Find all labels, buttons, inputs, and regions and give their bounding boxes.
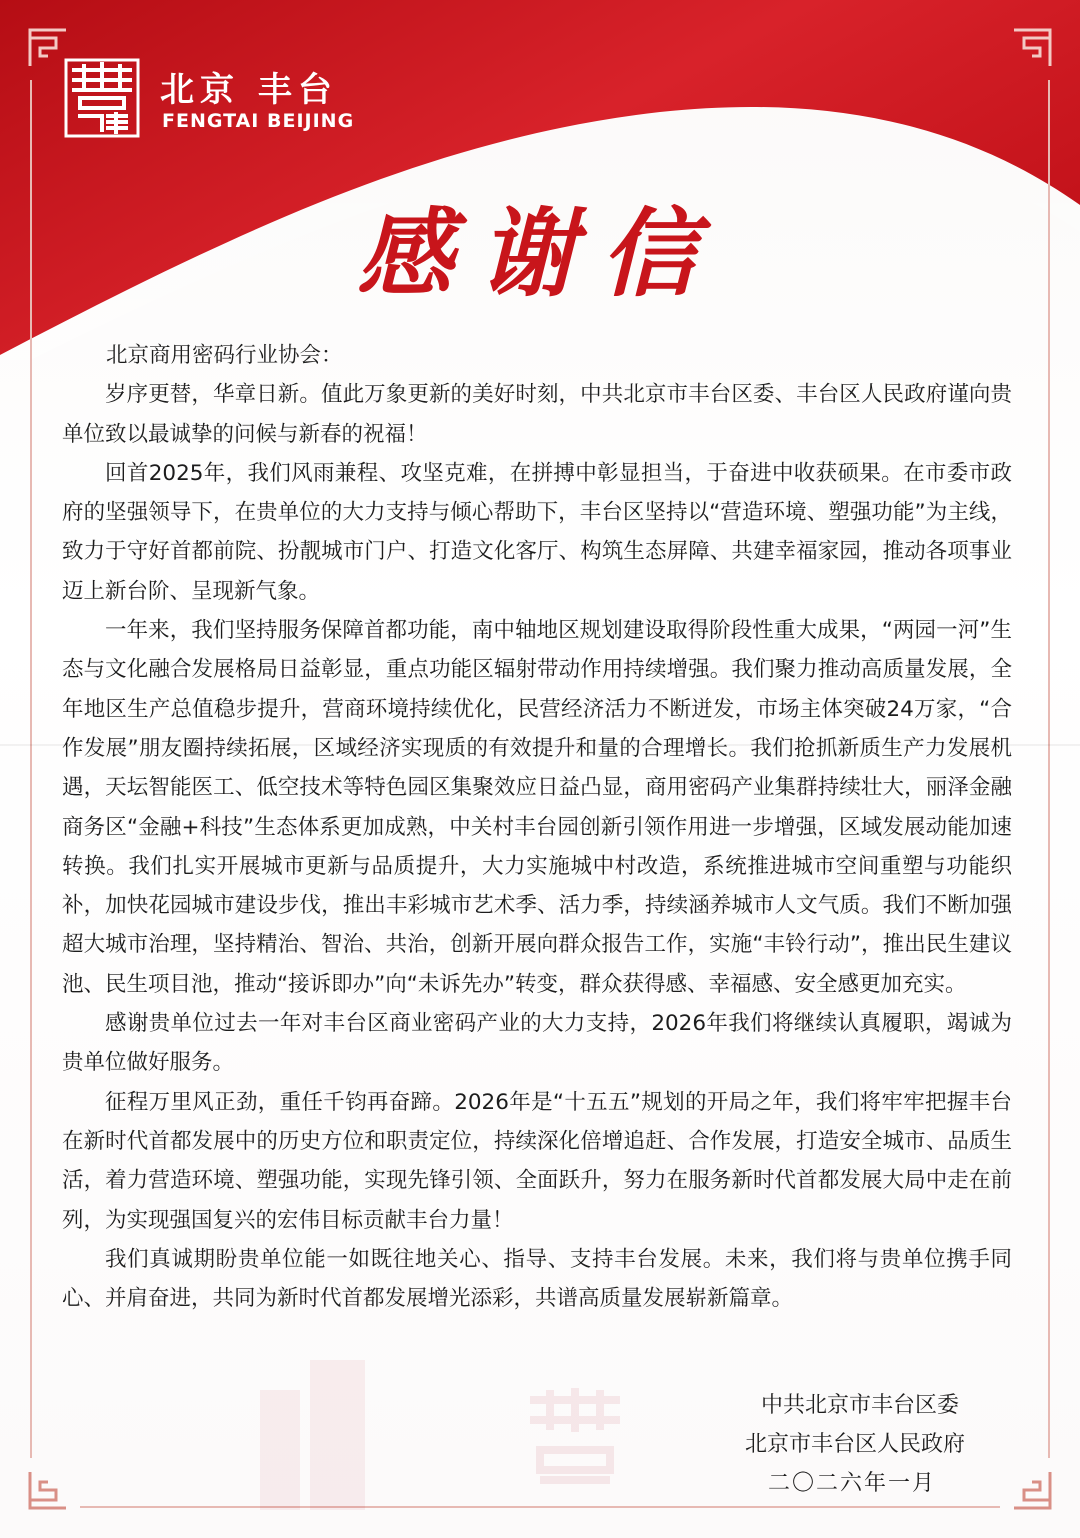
signature-date: 二〇二六年一月 bbox=[767, 1471, 936, 1496]
border-line-bottom bbox=[80, 1506, 1000, 1508]
letter-body bbox=[62, 336, 1012, 1318]
building-watermark-icon bbox=[250, 1360, 380, 1510]
logo-english-text: FENGTAI BEIJING bbox=[162, 110, 355, 132]
logo-chinese-text: 北京 丰台 bbox=[160, 70, 338, 110]
letter-salutation: 北京商用密码行业协会： bbox=[106, 343, 343, 368]
corner-ornament-icon bbox=[26, 1468, 70, 1512]
letter-paragraph: 感谢贵单位过去一年对丰台区商业密码产业的大力支持，2026年我们将继续认真履职，竭诚为贵单位做好服务。 bbox=[62, 1011, 1012, 1076]
signature-org-party-committee: 中共北京市丰台区委 bbox=[760, 1393, 959, 1418]
letter-paragraph: 岁序更替，华章日新。值此万象更新的美好时刻，中共北京市丰台区委、丰台区人民政府谨向贵单位致以最诚挚的问候与新春的祝福！ bbox=[62, 382, 1012, 447]
letter-paragraph: 征程万里风正劲，重任千钧再奋蹄。2026年是“十五五”规划的开局之年，我们将牢牢把握丰台在新时代首都发展中的历史方位和职责定位，持续深化倍增追赶、合作发展，打造安全城市、品质生活，着力营造环境、塑强功能，实现先锋引领、全面跃升，努力在服务新时代首都发展大局中走在前列，为实现强国复兴的宏伟目标贡献丰台力量！ bbox=[62, 1089, 1012, 1233]
letter-title: 感谢信 bbox=[357, 197, 723, 310]
fengtai-logo bbox=[60, 56, 490, 156]
signature-block bbox=[700, 1386, 1060, 1503]
letter-paragraph: 回首2025年，我们风雨兼程、攻坚克难，在拼搏中彰显担当，于奋进中收获硕果。在市委市政府的坚强领导下，在贵单位的大力支持与倾心帮助下，丰台区坚持以“营造环境、塑强功能”为主线，致力于守好首都前院、扮靓城市门户、打造文化客厅、构筑生态屏障、共建幸福家园，推动各项事业迈上新台阶、呈现新气象。 bbox=[62, 460, 1012, 604]
letter-paragraph: 我们真诚期盼贵单位能一如既往地关心、指导、支持丰台发展。未来，我们将与贵单位携手同心、并肩奋进，共同为新时代首都发展增光添彩，共谱高质量发展崭新篇章。 bbox=[62, 1246, 1012, 1312]
fengtai-seal-icon bbox=[60, 56, 144, 140]
seal-watermark-icon bbox=[520, 1380, 630, 1500]
letter-paragraph: 一年来，我们坚持服务保障首都功能，南中轴地区规划建设取得阶段性重大成果，“两园一河”生态与文化融合发展格局日益彰显，重点功能区辐射带动作用持续增强。我们聚力推动高质量发展，全年地区生产总值稳步提升，营商环境持续优化，民营经济活力不断迸发，市场主体突破24万家，“合作发展”朋友圈持续拓展，区域经济实现质的有效提升和量的合理增长。我们抢抓新质生产力发展机遇，天坛智能医工、低空技术等特色园区集聚效应日益凸显，商用密码产业集群持续壮大，丽泽金融商务区“金融+科技”生态体系更加成熟，中关村丰台园创新引领作用进一步增强，区域发展动能加速转换。我们扎实开展城市更新与品质提升，大力实施城中村改造，系统推进城市空间重塑与功能织补，加快花园城市建设步伐，推出丰彩城市艺术季、活力季，持续涵养城市人文气质。我们不断加强超大城市治理，坚持精治、智治、共治，创新开展向群众报告工作，实施“丰铃行动”，推出民生建议池、民生项目池，推动“接诉即办”向“未诉先办”转变，群众获得感、幸福感、安全感更加充实。 bbox=[62, 618, 1012, 997]
signature-org-government: 北京市丰台区人民政府 bbox=[744, 1432, 965, 1457]
corner-ornament-icon bbox=[1010, 26, 1054, 70]
